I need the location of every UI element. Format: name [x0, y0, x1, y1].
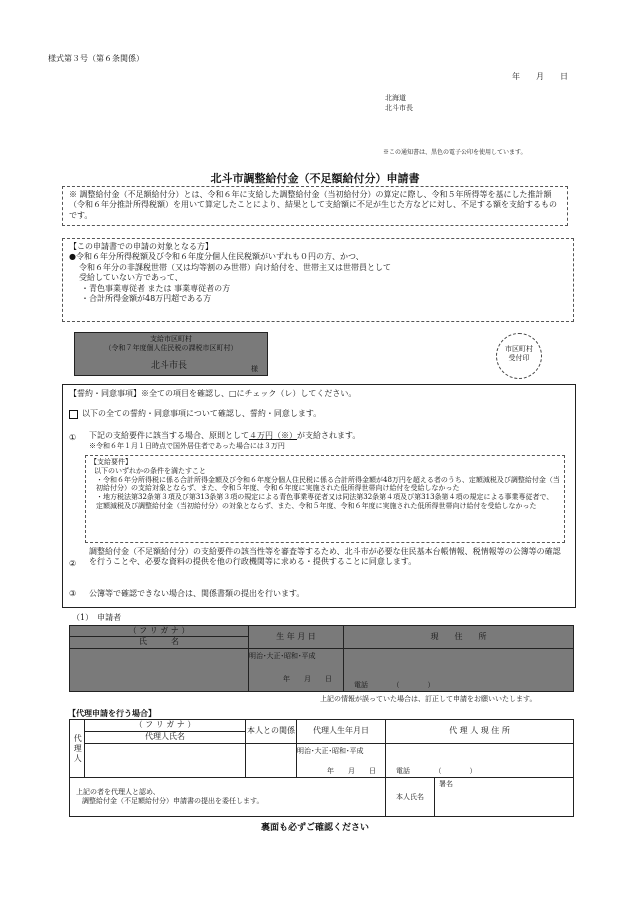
dob-ymd: 年 月 日	[327, 766, 376, 775]
date-field: 年 月 日	[512, 72, 568, 81]
municipality-label: 支給市区町村	[150, 335, 192, 343]
stamp-label: 受付印	[508, 353, 530, 362]
target-line: ・合計所得金額が48万円超である方	[81, 293, 212, 303]
municipality-name: 北斗市長	[151, 361, 188, 371]
proxy-relation-header: 本人との関係	[246, 720, 297, 744]
item-number: ②	[69, 559, 77, 568]
proxy-name-header: 代理人氏名	[85, 732, 246, 744]
item1-pre: 下記の支給要件に該当する場合、原則として	[89, 431, 249, 440]
consent-label: 以下の全ての誓約・同意事項について確認し、誓約・同意します。	[82, 409, 322, 418]
proxy-address-field[interactable]	[386, 744, 574, 778]
item2-text: 調整給付金（不足額給付分）の支給要件の該当性等を審査等するため、北斗市が必要な住民基本台帳情報、税情報等の公簿等の確認を行うことや、必要な資料の提供を他の行政機関等に求める・提供することに同意します。	[89, 547, 561, 567]
applicant-address-header: 現 住 所	[344, 626, 574, 649]
signature-label: 署名	[439, 780, 453, 788]
consent-checkbox[interactable]	[69, 410, 78, 419]
footer-notice: 裏面も必ずご確認ください	[260, 823, 369, 833]
proxy-phone: 電話 （ ）	[396, 767, 477, 776]
item-number: ③	[69, 589, 77, 598]
applicant-correction-note: 上記の情報が誤っていた場合は、訂正して申請をお願いいたします。	[320, 695, 537, 703]
oath-heading: 【誓約・同意事項】※全ての項目を確認し、□にチェック（レ）してください。	[69, 389, 357, 398]
item1-note: ※令和６年１月１日時点で国外居住者であった場合には３万円	[89, 442, 285, 450]
intro-box	[62, 186, 568, 226]
principal-name-label: 本人氏名	[386, 778, 435, 816]
item-number: ①	[69, 433, 77, 442]
page-title: 北斗市調整給付金（不足額給付分）申請書	[210, 172, 420, 185]
delegation-statement	[70, 778, 386, 817]
target-line: 令和６年分の非課税世帯（又は均等割のみ世帯）向け給付を、世帯主又は世帯員として	[79, 262, 391, 272]
addressee-prefecture: 北海道	[385, 94, 406, 102]
item3-text: 公簿等で確認できない場合は、関係書類の提出を行います。	[89, 589, 305, 598]
municipality-box	[74, 332, 268, 376]
applicant-phone: 電話 （ ）	[354, 681, 435, 690]
proxy-dob-field[interactable]	[297, 744, 386, 778]
target-line: 受給していない方であって、	[79, 273, 183, 283]
target-line: ●令和６年分所得税額及び令和６年度分個人住民税額がいずれも０円の方、かつ、	[69, 252, 364, 262]
addressee-mayor: 北斗市長	[385, 104, 413, 112]
proxy-table	[69, 719, 574, 817]
oath-box	[62, 384, 576, 608]
applicant-dob-header: 生 年 月 日	[249, 626, 344, 649]
intro-text: ※ 調整給付金（不足額給付分）とは、令和６年に支給した調整給付金（当初給付分）の算定に際し、令和５年所得等を基にした推計額（令和６年分推計所得税額）を用いて算定したことにより、結果として支給額に不足が生じた方などに対し、不足する額を支給するものです。	[69, 190, 557, 220]
dob-ymd: 年 月 日	[283, 674, 332, 683]
proxy-section-heading: 【代理申請を行う場合】	[68, 708, 156, 718]
form-number: 様式第３号（第６条関係）	[48, 54, 144, 63]
applicant-dob-field[interactable]	[249, 648, 344, 691]
honorific: 様	[251, 365, 258, 373]
delegation-line: 調整給付金（不足額給付分）申請書の提出を委任します。	[82, 797, 264, 805]
proxy-address-header: 代 理 人 現 住 所	[386, 720, 574, 744]
applicant-section-label: （1） 申請者	[72, 613, 122, 622]
target-line: ・青色事業専従者 または 事業専従者の方	[81, 283, 231, 293]
applicant-table	[69, 625, 574, 692]
applicant-furigana-header: （ フ リ ガ ナ ）	[70, 626, 249, 637]
requirement-item: ・令和６年分所得税に係る合計所得金額及び令和６年度分個人住民税に係る合計所得金額が48万円を超える者のうち、定額減税及び調整給付金（当初給付分）の支給対象とならず、また、令和５年度、令和６年度に実施された低所得世帯向け給付を受給しなかった	[96, 475, 560, 493]
applicant-address-field[interactable]	[344, 648, 574, 691]
proxy-relation-field[interactable]	[246, 744, 297, 778]
applicant-name-field[interactable]	[70, 648, 249, 691]
item1-text	[89, 431, 360, 441]
requirement-item: ・地方税法第32条第３項及び第313条第３項の規定による青色事業専従者又は同法第32条第４項及び第313条第４項の規定による事業専従者で、定額減税及び調整給付金（当初給付分）の対象とならず、また、令和５年度、令和６年度に実施された低所得世帯向け給付を受給しなかった	[96, 493, 554, 510]
requirements-box	[85, 455, 565, 543]
target-heading: 【この申請書での申請の対象となる方】	[69, 242, 213, 251]
proxy-furigana-header: （ フ リ ガ ナ ）	[85, 720, 246, 732]
proxy-side-label: 代理人	[70, 720, 85, 778]
municipality-sublabel: （令和７年度個人住民税の課税市区町村）	[104, 343, 238, 352]
delegation-line: 上記の者を代理人と認め、	[76, 788, 160, 797]
item1-amount: ４万円（※）	[249, 431, 297, 440]
applicant-name-header: 氏 名	[70, 637, 249, 648]
era-options: 明治･大正･昭和･平成	[249, 651, 316, 660]
target-box	[62, 238, 574, 322]
proxy-name-field[interactable]	[85, 744, 246, 778]
stamp-label: 市区町村	[505, 345, 533, 353]
principal-signature-cell[interactable]	[386, 778, 574, 817]
requirements-intro: 以下のいずれかの条件を満たすこと	[94, 466, 206, 475]
proxy-dob-header: 代理人生年月日	[297, 720, 386, 744]
era-options: 明治･大正･昭和･平成	[297, 747, 364, 755]
oath-consent-row[interactable]	[69, 409, 321, 419]
item1-post: が支給されます。	[297, 431, 361, 440]
reception-stamp-circle	[496, 333, 542, 379]
requirements-heading: 【支給要件】	[90, 458, 132, 466]
seal-notice: ※この通知書は、黒色の電子公印を使用しています。	[383, 149, 527, 156]
